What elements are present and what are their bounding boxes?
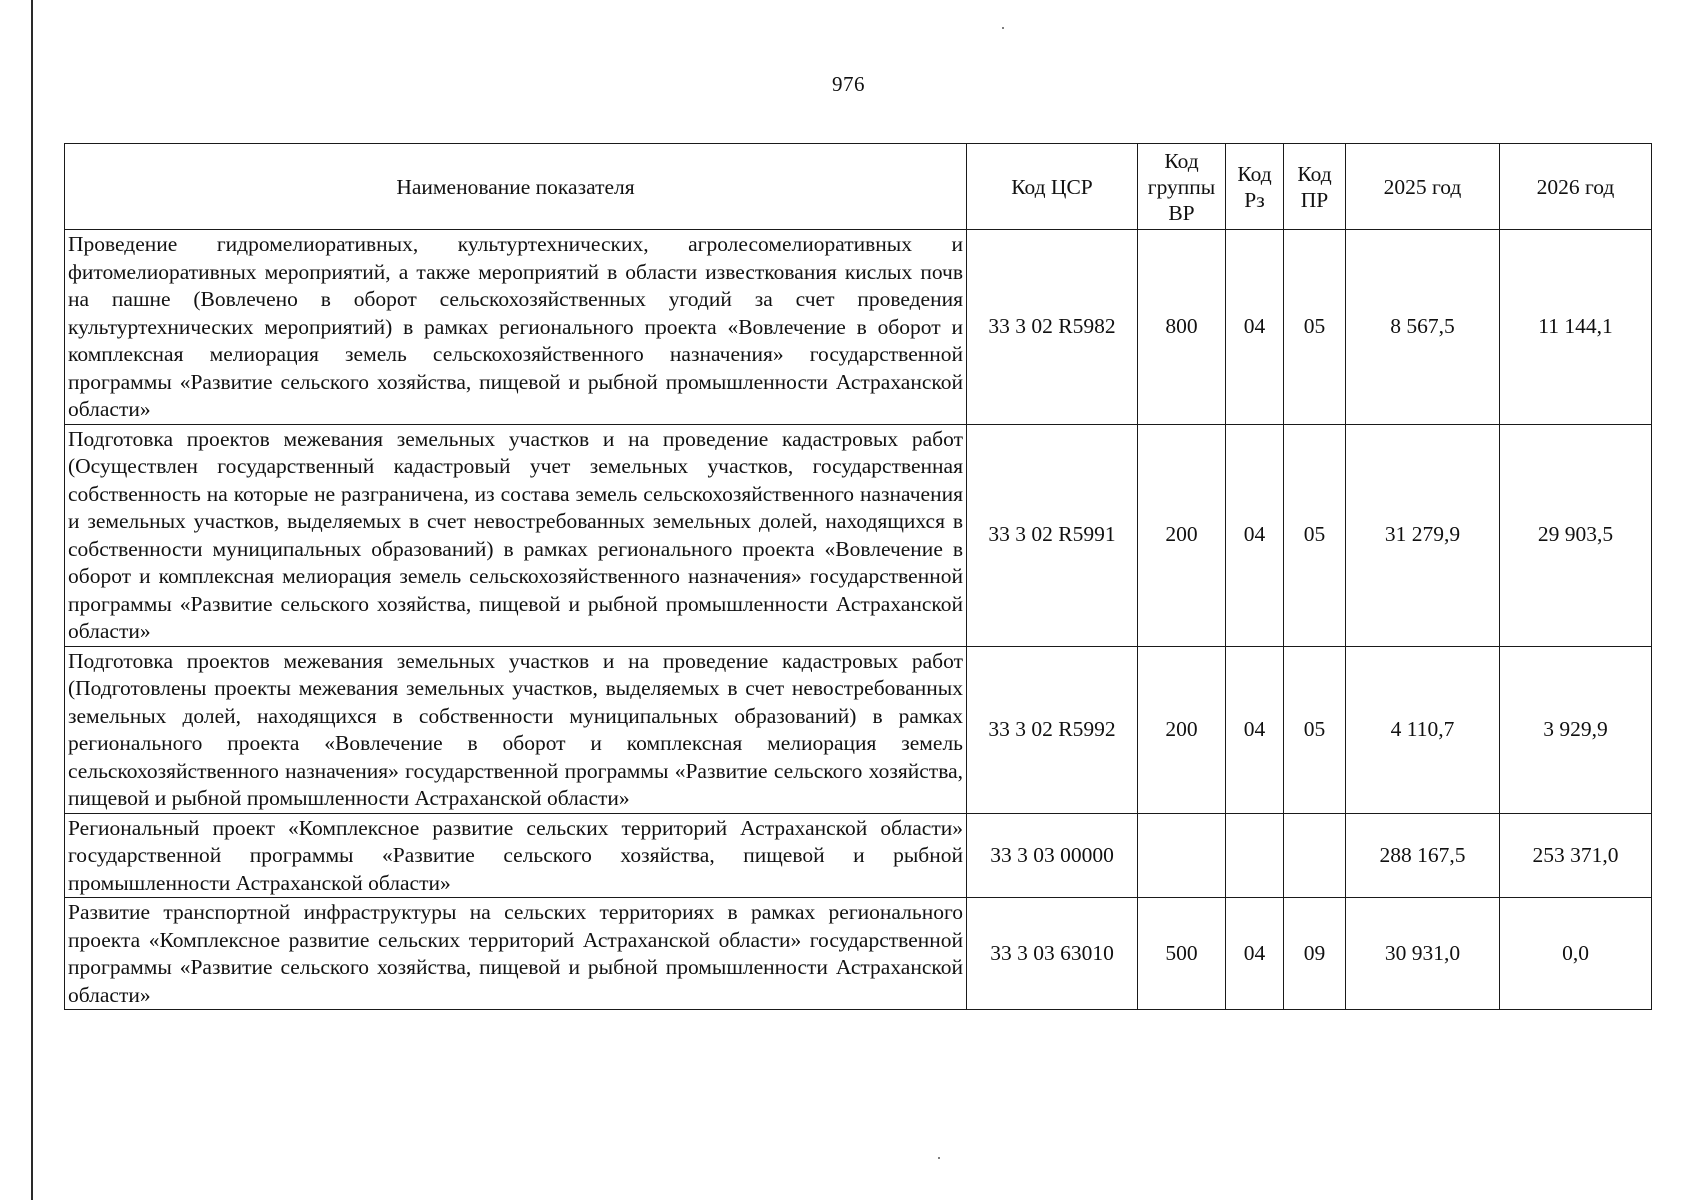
row-2026: 11 144,1: [1500, 230, 1652, 425]
page-number: 976: [832, 72, 865, 96]
header-csr: Код ЦСР: [967, 144, 1138, 230]
row-pr: [1284, 813, 1346, 898]
row-vr: 800: [1138, 230, 1226, 425]
row-rz: 04: [1226, 898, 1284, 1010]
row-csr: 33 3 02 R5982: [967, 230, 1138, 425]
header-vr: Код группы ВР: [1138, 144, 1226, 230]
table-row: [65, 646, 1652, 813]
table-header-row: [65, 144, 1652, 230]
row-vr: 200: [1138, 424, 1226, 646]
header-2025: 2025 год: [1346, 144, 1500, 230]
row-rz: [1226, 813, 1284, 898]
row-2026: 29 903,5: [1500, 424, 1652, 646]
row-rz: 04: [1226, 646, 1284, 813]
row-pr: 09: [1284, 898, 1346, 1010]
row-csr: 33 3 03 00000: [967, 813, 1138, 898]
row-vr: [1138, 813, 1226, 898]
row-name: Развитие транспортной инфраструктуры на сельских территориях в рамках регионального проекта «Комплексное развитие сельских территорий Астраханской области» государственной программы «Развитие сельского хозяйства, пищевой и рыбной промышленности Астраханской области»: [65, 898, 967, 1010]
row-2025: 30 931,0: [1346, 898, 1500, 1010]
budget-table: [64, 143, 1652, 1010]
row-2025: 288 167,5: [1346, 813, 1500, 898]
row-2025: 31 279,9: [1346, 424, 1500, 646]
row-2026: 3 929,9: [1500, 646, 1652, 813]
scan-speck: [1002, 27, 1004, 29]
row-2026: 253 371,0: [1500, 813, 1652, 898]
row-name: Подготовка проектов межевания земельных участков и на проведение кадастровых работ (Осуществлен государственный кадастровый учет земельных участков, государственная собственность на которые не разграничена, из состава земель сельскохозяйственного назначения и земельных участков, выделяемых в счет невостребованных земельных долей, находящихся в собственности муниципальных образований) в рамках регионального проекта «Вовлечение в оборот и комплексная мелиорация земель сельскохозяйственного назначения» государственной программы «Развитие сельского хозяйства, пищевой и рыбной промышленности Астраханской области»: [65, 424, 967, 646]
header-pr: Код ПР: [1284, 144, 1346, 230]
header-name: Наименование показателя: [65, 144, 967, 230]
row-pr: 05: [1284, 646, 1346, 813]
row-pr: 05: [1284, 424, 1346, 646]
row-csr: 33 3 02 R5992: [967, 646, 1138, 813]
table-row: [65, 813, 1652, 898]
row-vr: 200: [1138, 646, 1226, 813]
table-row: [65, 424, 1652, 646]
header-2026: 2026 год: [1500, 144, 1652, 230]
row-vr: 500: [1138, 898, 1226, 1010]
row-csr: 33 3 03 63010: [967, 898, 1138, 1010]
row-rz: 04: [1226, 424, 1284, 646]
scan-speck: [938, 1157, 940, 1159]
table-row: [65, 230, 1652, 425]
row-csr: 33 3 02 R5991: [967, 424, 1138, 646]
row-name: Региональный проект «Комплексное развитие сельских территорий Астраханской области» государственной программы «Развитие сельского хозяйства, пищевой и рыбной промышленности Астраханской области»: [65, 813, 967, 898]
page-edge-line: [31, 0, 33, 1200]
row-2025: 4 110,7: [1346, 646, 1500, 813]
row-2026: 0,0: [1500, 898, 1652, 1010]
row-pr: 05: [1284, 230, 1346, 425]
header-rz: Код Рз: [1226, 144, 1284, 230]
row-name: Подготовка проектов межевания земельных участков и на проведение кадастровых работ (Подготовлены проекты межевания земельных участков, выделяемых в счет невостребованных земельных долей, находящихся в собственности муниципальных образований) в рамках регионального проекта «Вовлечение в оборот и комплексная мелиорация земель сельскохозяйственного назначения» государственной программы «Развитие сельского хозяйства, пищевой и рыбной промышленности Астраханской области»: [65, 646, 967, 813]
table-row: [65, 898, 1652, 1010]
row-name: Проведение гидромелиоративных, культуртехнических, агролесомелиоративных и фитомелиоративных мероприятий, а также мероприятий в области известкования кислых почв на пашне (Вовлечено в оборот сельскохозяйственных угодий за счет проведения культуртехнических мероприятий) в рамках регионального проекта «Вовлечение в оборот и комплексная мелиорация земель сельскохозяйственного назначения» государственной программы «Развитие сельского хозяйства, пищевой и рыбной промышленности Астраханской области»: [65, 230, 967, 425]
row-2025: 8 567,5: [1346, 230, 1500, 425]
row-rz: 04: [1226, 230, 1284, 425]
